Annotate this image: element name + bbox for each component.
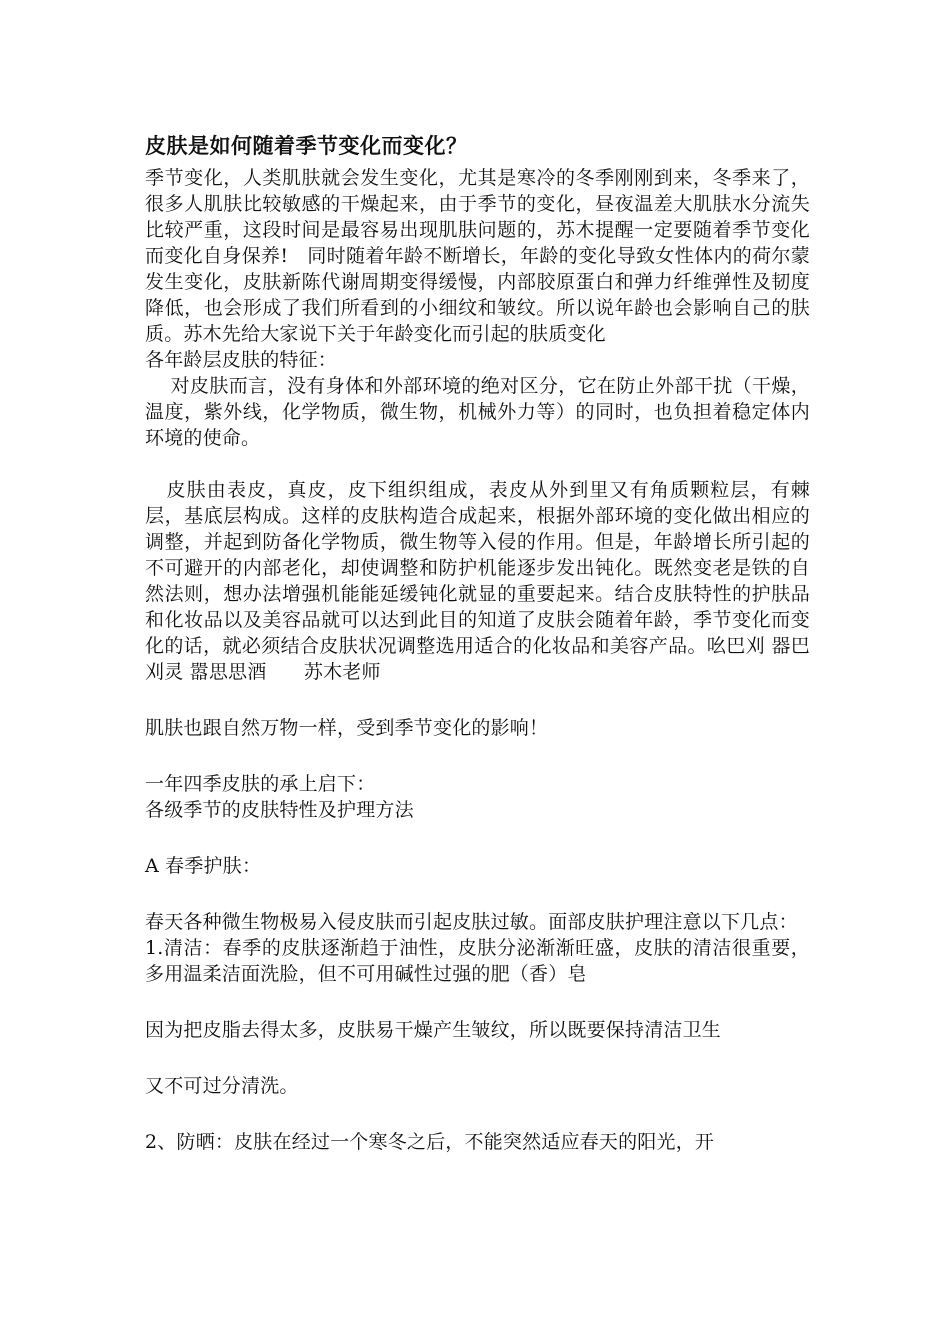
paragraph-spring-cleansing-cont: 因为把皮脂去得太多，皮肤易干燥产生皱纹，所以既要保持清洁卫生 [145, 1019, 722, 1041]
paragraph-age-heading: 各年龄层皮肤的特征： [145, 349, 338, 371]
spacer [145, 823, 810, 853]
spacer [145, 451, 810, 477]
paragraph-spring-cleansing-end: 又不可过分清洗。 [145, 1075, 299, 1097]
paragraph-spring-intro: 春天各种微生物极易入侵皮肤而引起皮肤过敏。面部皮肤护理注意以下几点： [145, 911, 798, 933]
paragraph-four-seasons: 一年四季皮肤的承上启下： [145, 773, 376, 795]
paragraph-intro: 季节变化，人类肌肤就会发生变化，尤其是寒冷的冬季刚刚到来，冬季来了，很多人肌肤比较敏感的干燥起来，由于季节的变化，昼夜温差大肌肤水分流失比较严重，这段时间是最容易出现肌肤问题的，苏木提醒一定要随着季节变化而变化自身保养! 同时随着年龄不断增长，年龄的变化导致女性体内的荷尔蒙发生变化，皮肤新陈代谢周期变得缓慢，内部胶原蛋白和弹力纤维弹性及韧度降低，也会形成了我们所看到的小细纹和皱纹。所以说年龄也会影响自己的肤质。苏木先给大家说下关于年龄变化而引起的肤质变化 [145, 167, 810, 345]
spacer [145, 741, 810, 771]
document-page [145, 131, 810, 1155]
spacer [145, 1099, 810, 1129]
paragraph-spring-cleansing: 1.清洁：春季的皮肤逐渐趋于油性，皮肤分泌渐渐旺盛，皮肤的清洁很重要，多用温柔洁面洗脸，但不可用碱性过强的肥（香）皂 [145, 937, 810, 985]
spacer [145, 1043, 810, 1073]
spacer [145, 685, 810, 715]
section-heading-spring: A 春季护肤： [145, 855, 262, 877]
spacer [145, 879, 810, 909]
paragraph-spring-sunscreen: 2、防晒：皮肤在经过一个寒冬之后，不能突然适应春天的阳光，开 [145, 1131, 715, 1153]
paragraph-skin-structure: 皮肤由表皮，真皮，皮下组织组成，表皮从外到里又有角质颗粒层，有棘层，基底层构成。这样的皮肤构造合成起来，根据外部环境的变化做出相应的调整，并起到防备化学物质，微生物等入侵的作用。但是，年龄增长所引起的不可避开的内部老化，却使调整和防护机能逐步发出钝化。既然变老是铁的自然法则，想办法增强机能能延缓钝化就显的重要起来。结合皮肤特性的护肤品和化妆品以及美容品就可以达到此目的知道了皮肤会随着年龄，季节变化而变化的话，就必须结合皮肤状况调整选用适合的化妆品和美容产品。吆巴刈 器巴刈灵 嚣思思酒 苏木老师 [145, 479, 810, 683]
paragraph-season-methods: 各级季节的皮肤特性及护理方法 [145, 799, 414, 821]
spacer [145, 987, 810, 1017]
paragraph-skin-function: 对皮肤而言，没有身体和外部环境的绝对区分，它在防止外部干扰（干燥，温度，紫外线，化学物质，微生物，机械外力等）的同时，也负担着稳定体内环境的使命。 [145, 375, 810, 449]
paragraph-season-influence: 肌肤也跟自然万物一样，受到季节变化的影响！ [145, 717, 549, 739]
document-title: 皮肤是如何随着季节变化而变化？ [145, 134, 468, 158]
